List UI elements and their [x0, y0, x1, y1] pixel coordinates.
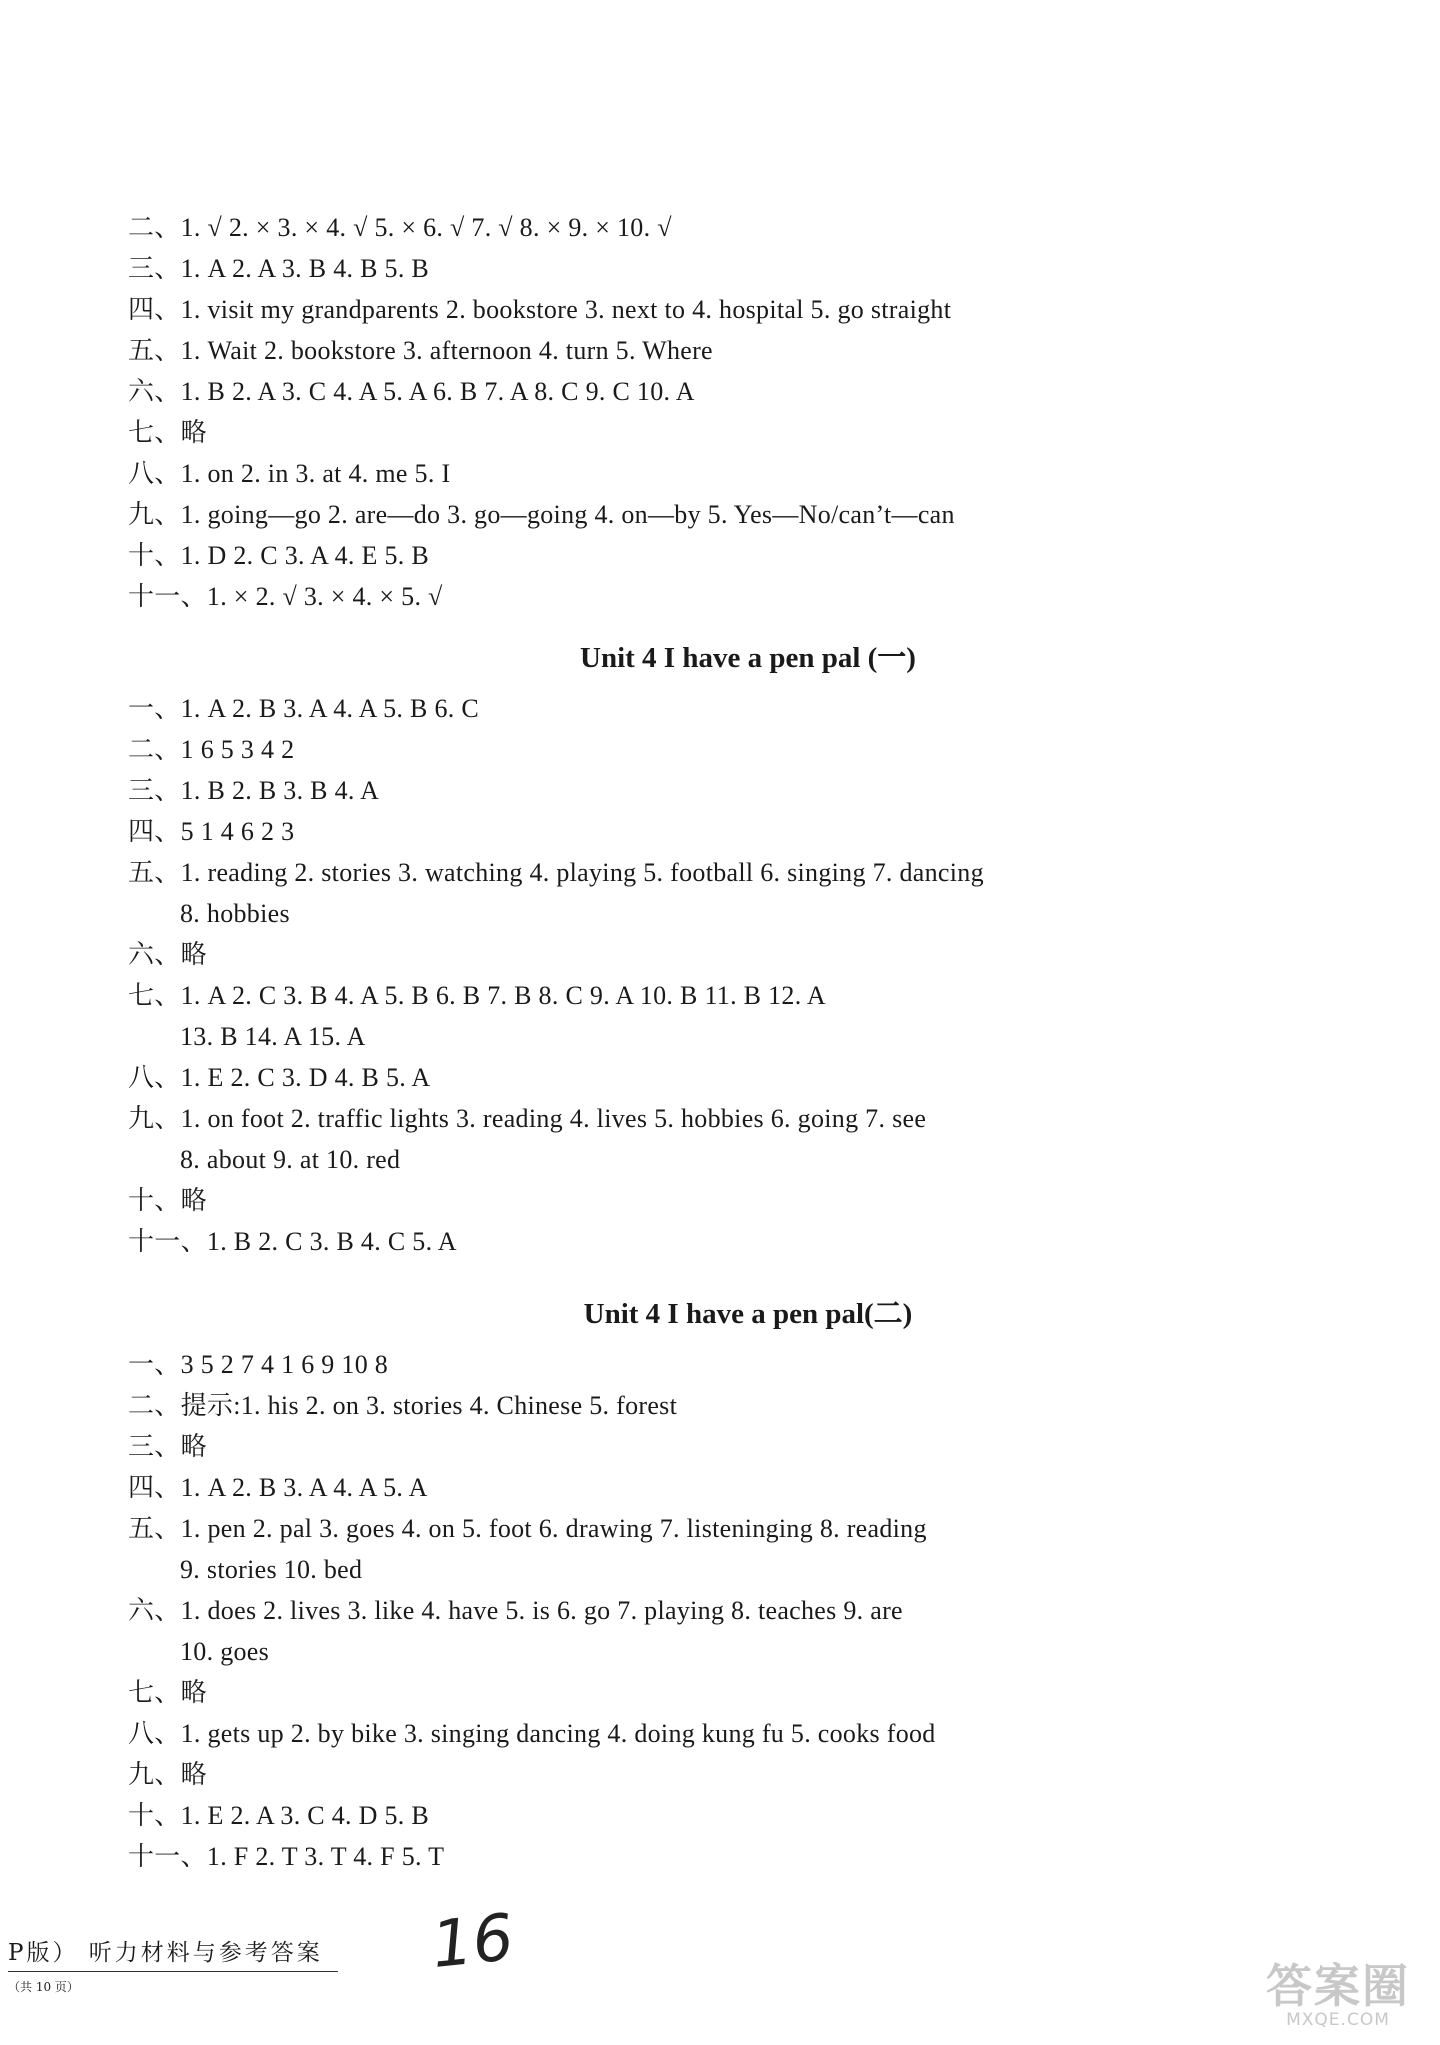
answer-line: 四、1. A 2. B 3. A 4. A 5. A [128, 1473, 428, 1502]
answer-line: 十、1. D 2. C 3. A 4. E 5. B [128, 541, 430, 570]
answer-line: 三、1. A 2. A 3. B 4. B 5. B [128, 254, 430, 283]
answer-line-continued: 8. about 9. at 10. red [180, 1145, 401, 1174]
answer-line: 二、提示:1. his 2. on 3. stories 4. Chinese 5. forest [128, 1391, 678, 1420]
answer-line: 三、1. B 2. B 3. B 4. A [128, 776, 380, 805]
watermark-logo [1248, 1950, 1428, 2030]
answer-line: 五、1. pen 2. pal 3. goes 4. on 5. foot 6. drawing 7. listeninging 8. reading [128, 1514, 927, 1543]
answer-line: 七、1. A 2. C 3. B 4. A 5. B 6. B 7. B 8. C 9. A 10. B 11. B 12. A [128, 981, 826, 1010]
handwritten-page-number: 16 [428, 1900, 518, 1984]
section-heading: Unit 4 I have a pen pal (一) [580, 642, 916, 674]
answer-line: 八、1. on 2. in 3. at 4. me 5. I [128, 459, 451, 488]
answer-line: 二、1. √ 2. × 3. × 4. √ 5. × 6. √ 7. √ 8. × 9. × 10. √ [128, 213, 672, 242]
answer-line: 四、1. visit my grandparents 2. bookstore 3. next to 4. hospital 5. go straight [128, 295, 952, 324]
answer-line: 六、1. does 2. lives 3. like 4. have 5. is 6. go 7. playing 8. teaches 9. are [128, 1596, 903, 1625]
answer-line: 四、5 1 4 6 2 3 [128, 817, 295, 846]
answer-line: 一、3 5 2 7 4 1 6 9 10 8 [128, 1350, 389, 1379]
section-heading: Unit 4 I have a pen pal(二) [583, 1298, 913, 1330]
answer-line: 五、1. reading 2. stories 3. watching 4. playing 5. football 6. singing 7. dancing [128, 858, 984, 887]
answer-line-continued: 9. stories 10. bed [180, 1555, 363, 1584]
answer-line-continued: 8. hobbies [180, 899, 290, 928]
answer-line: 九、略 [128, 1760, 207, 1789]
watermark-site-text: MXQE.COM [1286, 2010, 1390, 2030]
answer-line-continued: 13. B 14. A 15. A [180, 1022, 366, 1051]
answer-line: 十一、1. B 2. C 3. B 4. C 5. A [128, 1227, 457, 1256]
answers-section-continued [128, 207, 1328, 617]
answer-line: 十、略 [128, 1186, 207, 1215]
answer-line: 八、1. gets up 2. by bike 3. singing dancing 4. doing kung fu 5. cooks food [128, 1719, 936, 1748]
watermark-logo-text: 答案圈 [1266, 1959, 1410, 2013]
answer-line: 三、略 [128, 1432, 207, 1461]
answer-line: 十、1. E 2. A 3. C 4. D 5. B [128, 1801, 430, 1830]
answer-line: 十一、1. × 2. √ 3. × 4. × 5. √ [128, 582, 443, 611]
answer-line: 九、1. on foot 2. traffic lights 3. reading 4. lives 5. hobbies 6. going 7. see [128, 1104, 927, 1133]
answer-line: 十一、1. F 2. T 3. T 4. F 5. T [128, 1842, 445, 1871]
answer-line: 九、1. going—go 2. are—do 3. go—going 4. on—by 5. Yes—No/can’t—can [128, 500, 955, 529]
footer-page-count: （共 10 页） [8, 1980, 79, 1994]
answer-line: 七、略 [128, 418, 207, 447]
answer-line: 八、1. E 2. C 3. D 4. B 5. A [128, 1063, 431, 1092]
unit4-part2-section [128, 1284, 1328, 1877]
answer-line: 五、1. Wait 2. bookstore 3. afternoon 4. turn 5. Where [128, 336, 713, 365]
footer-title: P版） 听力材料与参考答案 [8, 1934, 338, 1972]
page-footer [8, 1934, 338, 1995]
answer-line: 七、略 [128, 1678, 207, 1707]
unit4-part1-section [128, 628, 1328, 1262]
answer-line: 一、1. A 2. B 3. A 4. A 5. B 6. C [128, 694, 479, 723]
answer-line-continued: 10. goes [180, 1637, 270, 1666]
answer-line: 二、1 6 5 3 4 2 [128, 735, 295, 764]
answer-line: 六、1. B 2. A 3. C 4. A 5. A 6. B 7. A 8. C 9. C 10. A [128, 377, 695, 406]
answer-line: 六、略 [128, 940, 207, 969]
